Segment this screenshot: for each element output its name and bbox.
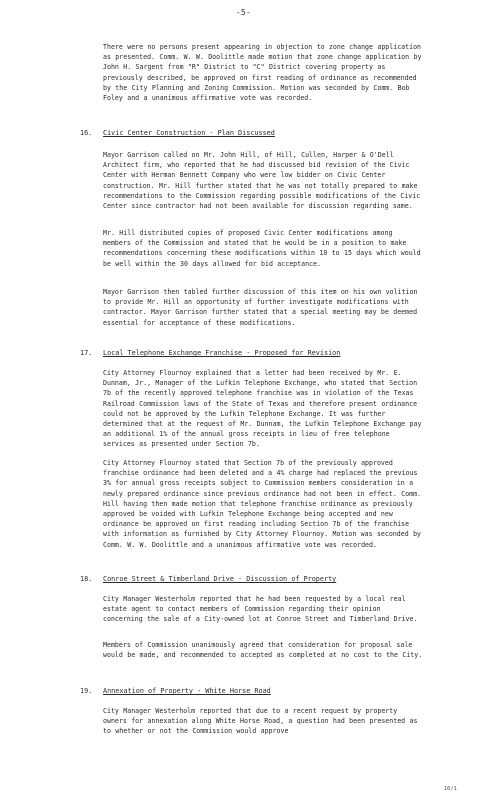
section-17-paragraph-2: City Attorney Flournoy stated that Section 7b of the previously approved franchise ordinance had been deleted and a 4% charge had replaced the previous 3% for annual gross receipts subject to Commission members consideration in a newly prepared ordinance since previous ordinance had not been in effect. Comm. Hill having then made motion that telephone franchise ordinance as previously approved be voided with Lufkin Telephone Exchange being accepted and new ordinance be approved on first reading including Section 7b of the franchise with information as furnished by City Attorney Flournoy. Motion was seconded by Comm. W. W. Doolittle and a unanimous affirmative vote was recorded. [103,459,422,549]
section-19-number: 19. [80,687,93,695]
section-16-number: 16. [80,129,93,137]
footer-mark: 10/1 [443,786,457,792]
section-17-para-2-block [103,458,423,550]
intro-paragraph: There were no persons present appearing in objection to zone change application as presented. Comm. W. W. Doolittle made motion that zone change application by John H. Sargent from "R" District to "C" District covering property as previously described, be approved on first reading of ordinance as recommended by the City Planning and Zoning Commission. Motion was seconded by Comm. Bob Foley and a unanimous affirmative vote was recorded. [103,43,422,103]
page-number: -5- [235,8,252,17]
section-19-title: Annexation of Property - White Horse Road [103,687,271,695]
section-16-title: Civic Center Construction - Plan Discussed [103,129,275,137]
section-17-para-1-block [103,368,423,450]
section-18-paragraph-1: City Manager Westerholm reported that he had been requested by a local real estate agent to contact members of Commission regarding their opinion concerning the sale of a City-owned lot at Conroe Street and Timberland Drive. [103,595,418,624]
section-18-para-1-block [103,594,423,625]
section-17-paragraph-1: City Attorney Flournoy explained that a letter had been received by Mr. E. Dunnam, Jr., Manager of the Lufkin Telephone Exchange, who stated that Section 7b of the recently approved telephone franchise was in violation of the Texas Railroad Commission laws of the State of Texas and therefore present ordinance could not be approved by the Lufkin Telephone Exchange. It was further determined that at the request of Mr. Dunnam, the Lufkin Telephone Exchange pay an additional 1% of the annual gross receipts in lieu of free telephone services as presented under Section 7b. [103,369,422,449]
section-16-para-1-block [103,150,423,211]
section-16-para-3-block [103,287,423,328]
section-17-title: Local Telephone Exchange Franchise - Proposed for Revision [103,349,341,357]
section-19-paragraph-1: City Manager Westerholm reported that due to a recent request by property owners for annexation along White Horse Road, a question had been presented as to whether or not the Commission would approve [103,707,418,736]
intro-paragraph-block [103,42,423,103]
section-16-paragraph-2: Mr. Hill distributed copies of proposed Civic Center modifications among members of the Commission and stated that he would be in a position to make recommendations concerning these modifications within 10 to 15 days which would be well within the 30 days allowed for bid acceptance. [103,229,421,268]
section-16-para-2-block [103,228,423,269]
section-19-para-1-block [103,706,423,737]
section-16-paragraph-3: Mayor Garrison then tabled further discussion of this item on his own volition to provide Mr. Hill an opportunity of further investigate modifications with contractor. Mayor Garrison further stated that a special meeting may be deemed essential for acceptance of these modifications. [103,288,418,327]
section-18-para-2-block [103,640,423,660]
section-16-paragraph-1: Mayor Garrison called on Mr. John Hill, of Hill, Cullen, Harper & O'Dell Architect firm, who reported that he had discussed bid revision of the Civic Center with Herman Bennett Company who were low bidder on Civic Center construction. Mr. Hill further stated that he was not totally prepared to make recommendations to the Commission regarding possible modifications of the Civic Center since contractor had not been available for discussion regarding same. [103,151,421,211]
section-17-number: 17. [80,349,93,357]
section-18-number: 18. [80,575,93,583]
section-18-paragraph-2: Members of Commission unanimously agreed that consideration for proposal sale would be made, and recommended to accepted as completed at no cost to the City. [103,641,423,660]
section-18-title: Conroe Street & Timberland Drive - Discussion of Property [103,575,337,583]
